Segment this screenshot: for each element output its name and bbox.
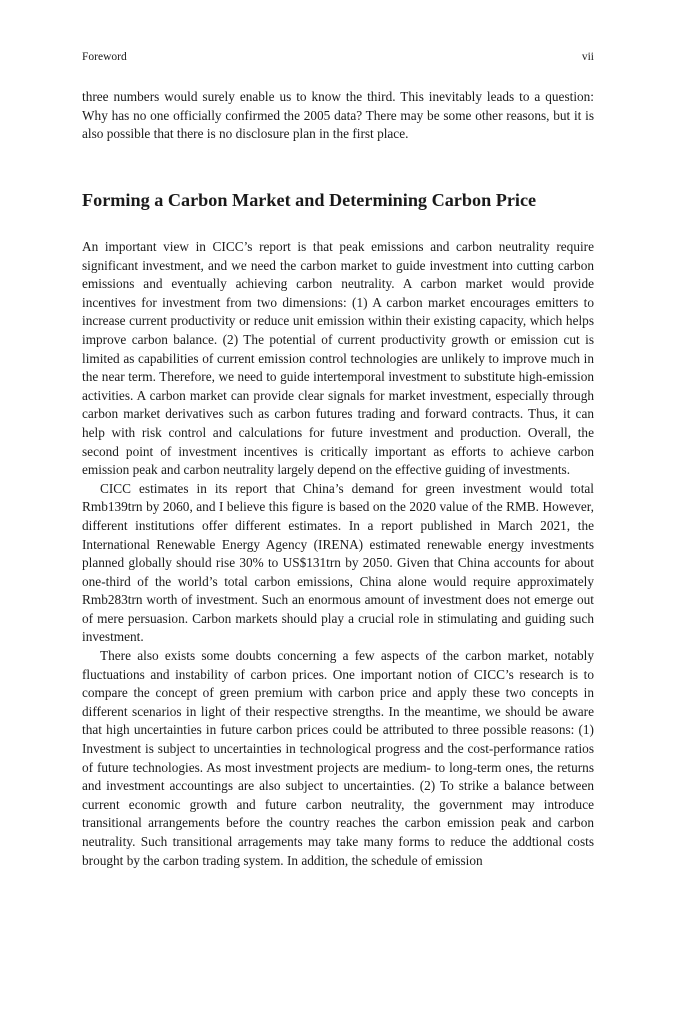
intro-paragraph: three numbers would surely enable us to know the third. This inevitably leads to a question: Why has no one officially confirmed the 2005 data? There may be some other reasons, but it is also possible that there is no disclosure plan in the first place. <box>82 89 594 142</box>
body-paragraph-2: CICC estimates in its report that China’s demand for green investment would total Rmb139trn by 2060, and I believe this figure is based on the 2020 value of the RMB. However, different institutions offer different estimates. In a report published in March 2021, the International Renewable Energy Agency (IRENA) estimated renewable energy investments planned globally should rise 30% to US$131trn by 2050. Given that China accounts for about one-third of the world’s total carbon emissions, China alone would require approximately Rmb283trn worth of investment. Such an enormous amount of investment does not emerge out of mere persuasion. Carbon markets should play a crucial role in stimulating and guiding such investment. <box>82 480 594 645</box>
page-number: vii <box>581 51 594 63</box>
body-paragraph-1: An important view in CICC’s report is that peak emissions and carbon neutrality require significant investment, and we need the carbon market to guide investment into cutting carbon emissions and eventually achieving carbon neutrality. A carbon market would provide incentives for investment from two dimensions: (1) A carbon market encourages emitters to increase current productivity or reduce unit emission within their existing capacity, which helps improve carbon balance. (2) The potential of current productivity growth or emission cut is limited as capabilities of current emission control technologies are unlikely to improve much in the near term. Therefore, we need to guide intertemporal investment to substitute high-emission activities. A carbon market can provide clear signals for market investment, especially through carbon market derivatives such as carbon futures trading and forward contracts. Thus, it can help with risk control and calculations for future investment and production. Overall, the second point of investment incentives is critically important as efforts to achieve carbon emission peak and carbon neutrality largely depend on the effective guiding of investments. <box>82 239 594 478</box>
running-head-title: Foreword <box>82 51 127 63</box>
section-heading: Forming a Carbon Market and Determining Carbon Price <box>82 190 537 210</box>
body-paragraph-3: There also exists some doubts concerning a few aspects of the carbon market, notably fluctuations and instability of carbon prices. One important notion of CICC’s research is to compare the concept of green premium with carbon price and apply these two concepts in different scenarios in light of their respective strengths. In the meantime, we should be aware that high uncertainties in future carbon prices could be attributed to three possible reasons: (1) Investment is subject to uncertainties in technological progress and the cost-performance ratios of future technologies. As most investment projects are medium- to long-term ones, the returns and investment accountings are also subject to uncertainties. (2) To strike a balance between current economic growth and future carbon neutrality, the government may introduce transitional arrangements before the country reaches the carbon emission peak and carbon neutrality. Such transitional arragements may take many forms to reduce the addtional costs brought by the carbon trading system. In addition, the schedule of emission <box>82 648 594 868</box>
running-head <box>82 50 594 64</box>
section-body <box>82 238 594 870</box>
